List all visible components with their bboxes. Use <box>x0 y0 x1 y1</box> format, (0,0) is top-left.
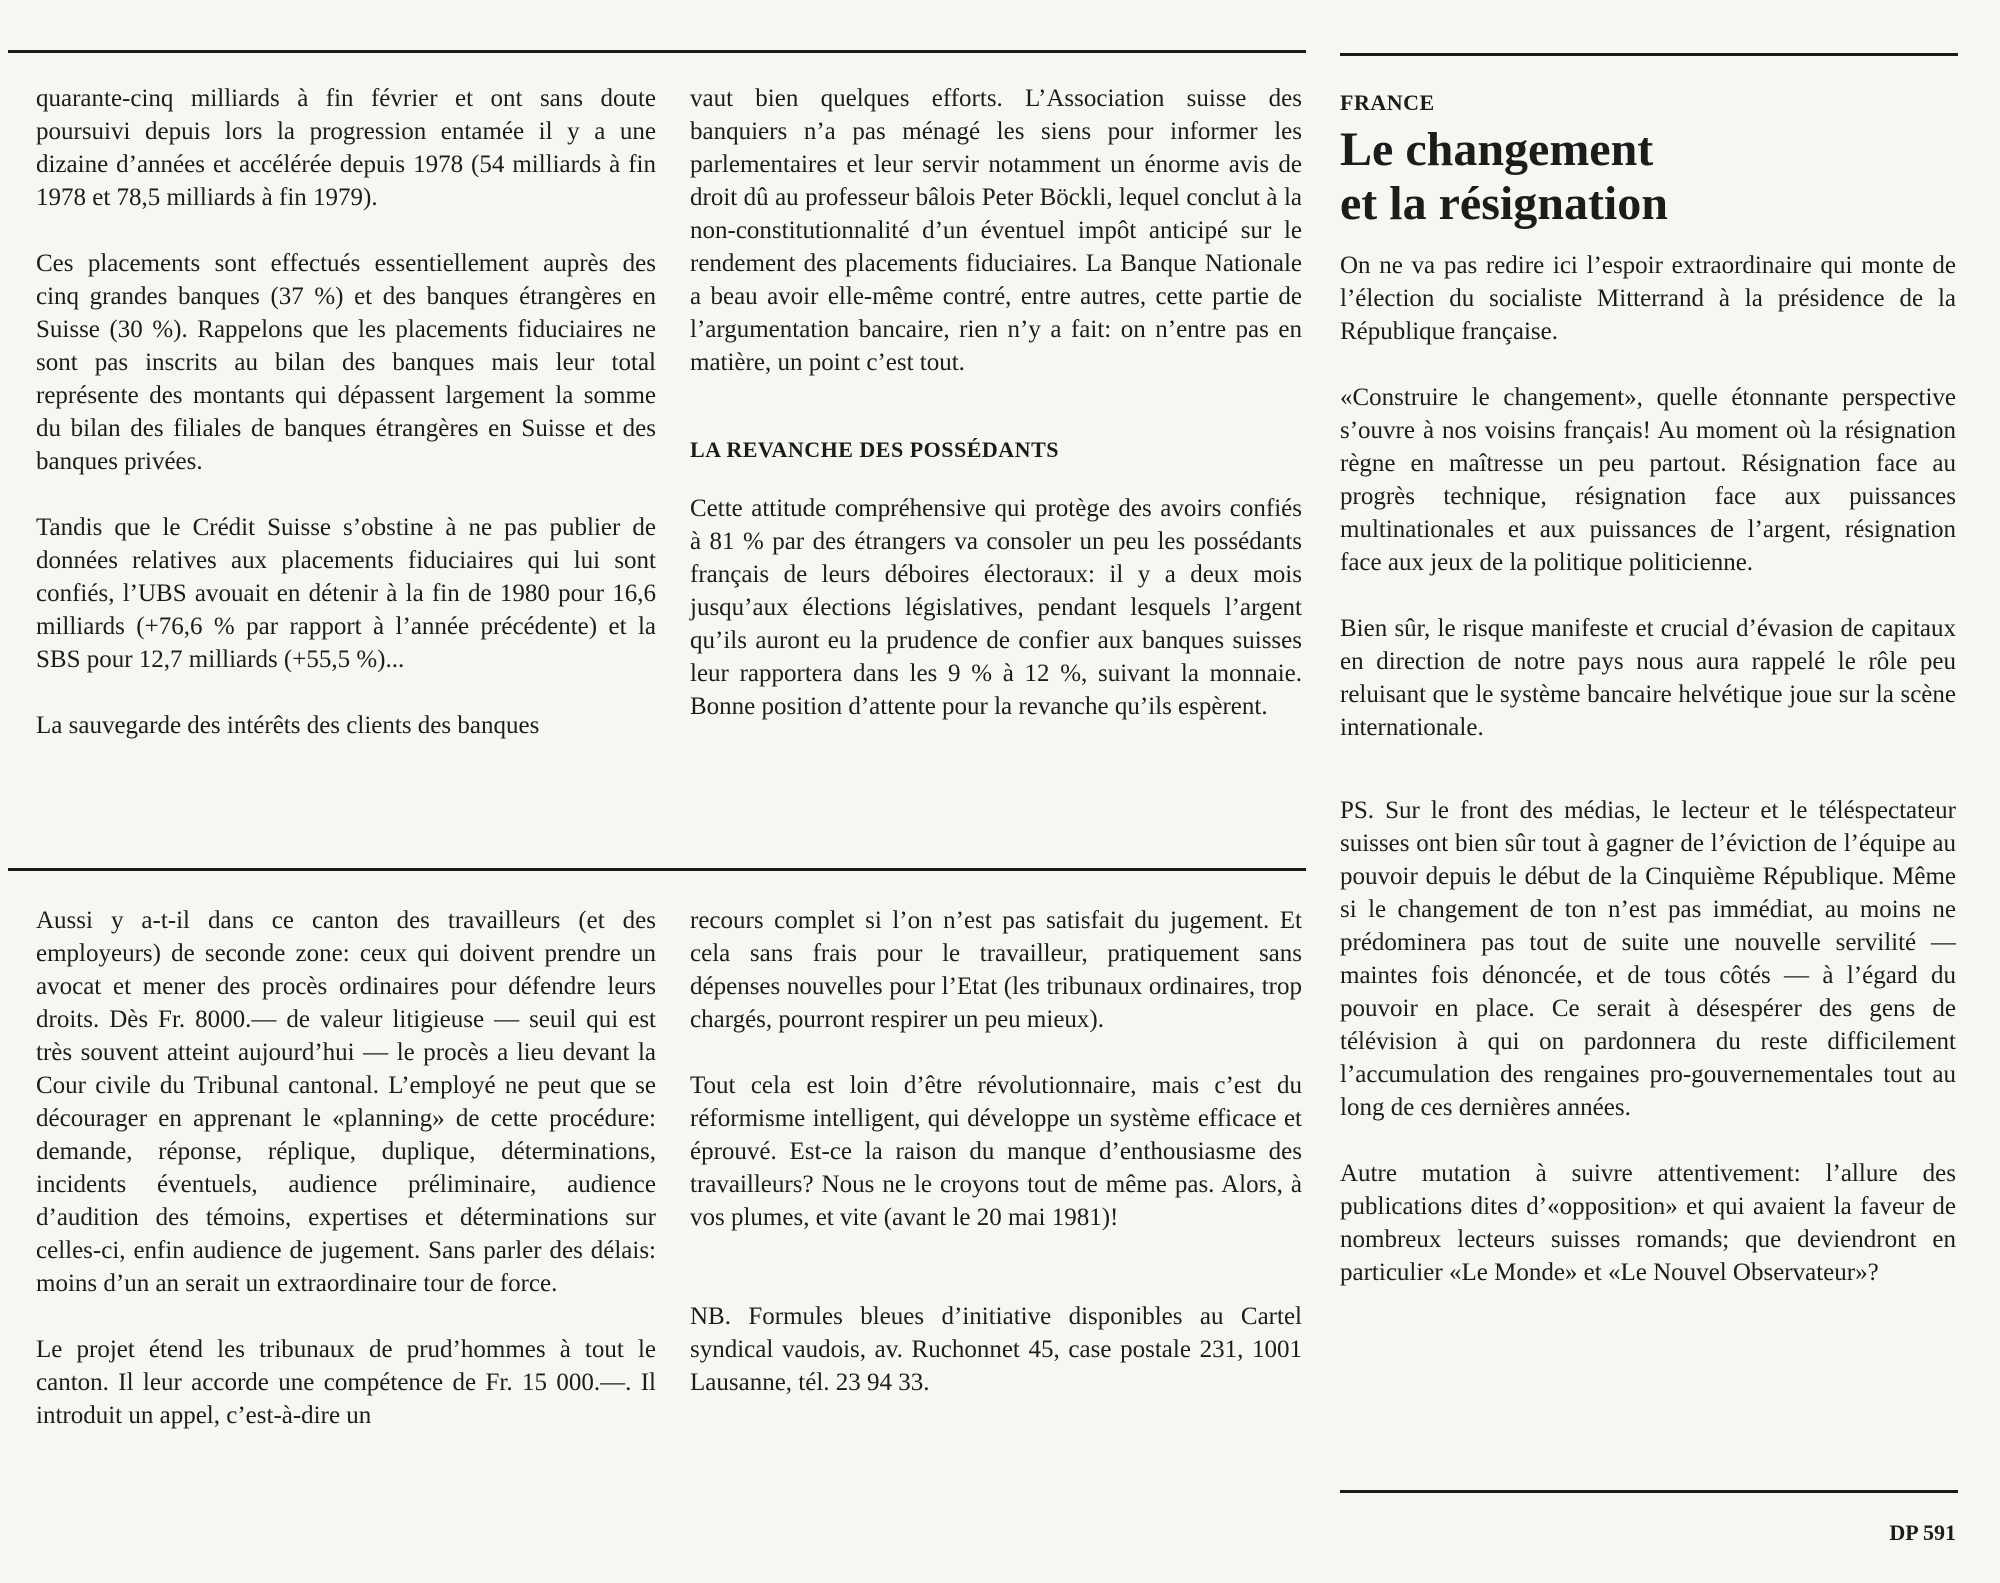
top-article-column-2 <box>690 82 1302 723</box>
france-article <box>1340 86 1956 1289</box>
paragraph: recours complet si l’on n’est pas satisfait du jugement. Et cela sans frais pour le travailleur, pratiquement sans dépenses nouvelles pour l’Etat (les tribunaux ordinaires, trop chargés, pourront respirer un peu mieux). <box>690 907 1302 1033</box>
paragraph: On ne va pas redire ici l’espoir extraordinaire qui monte de l’élection du socialiste Mitterrand à la présidence de la République française. <box>1340 252 1956 345</box>
postscript: PS. Sur le front des médias, le lecteur et le téléspectateur suisses ont bien sûr tout à gagner de l’éviction de l’équipe au pouvoir depuis le début de la Cinquième République. Même si le changement de ton n’est pas immédiat, au moins ne prédominera pas tout de suite une nouvelle servilité — maintes fois dénoncée, et de tous côtés — à l’égard du pouvoir en place. Ce serait à désespérer des gens de télévision à qui on pardonnera du reste difficilement l’accumulation des rengaines pro-gouvernementales tout au long de ces dernières années. <box>1340 797 1956 1121</box>
top-article-column-1 <box>36 82 656 742</box>
bottom-article-column-1 <box>36 904 656 1432</box>
paragraph: Cette attitude compréhensive qui protège des avoirs confiés à 81 % par des étrangers va consoler un peu les possédants français de leurs déboires électoraux: il y a deux mois jusqu’aux élections législatives, pendant lesquels l’argent qu’ils auront eu la prudence de confier aux banques suisses leur rapportera dans les 9 % à 12 %, suivant la monnaie. Bonne position d’attente pour la revanche qu’ils espèrent. <box>690 495 1302 720</box>
section-subhead: LA REVANCHE DES POSSÉDANTS <box>690 437 1059 462</box>
paragraph: Autre mutation à suivre attentivement: l’allure des publications dites d’«opposition» et qui avaient la faveur de nombreux lecteurs suisses romands; que deviendront en particulier «Le Monde» et «Le Nouvel Observateur»? <box>1340 1160 1956 1286</box>
page-folio: DP 591 <box>1889 1520 1956 1545</box>
top-rule-right <box>1340 53 1958 56</box>
top-rule-left <box>8 50 1306 53</box>
paragraph: Ces placements sont effectués essentiellement auprès des cinq grandes banques (37 %) et des banques étrangères en Suisse (30 %). Rappelons que les placements fiduciaires ne sont pas inscrits au bilan des banques mais leur total représente des montants qui dépassent largement la somme du bilan des filiales de banques étrangères en Suisse et des banques privées. <box>36 250 656 475</box>
paragraph: Le projet étend les tribunaux de prud’hommes à tout le canton. Il leur accorde une compétence de Fr. 15 000.—. Il introduit un appel, c’est-à-dire un <box>36 1336 656 1429</box>
paragraph: Aussi y a-t-il dans ce canton des travailleurs (et des employeurs) de seconde zone: ceux qui doivent prendre un avocat et mener des procès ordinaires pour défendre leurs droits. Dès Fr. 8000.— de valeur litigieuse — seuil qui est très souvent atteint aujourd’hui — le procès a lieu devant la Cour civile du Tribunal cantonal. L’employé ne peut que se décourager en apprenant le «planning» de cette procédure: demande, réponse, réplique, duplique, déterminations, incidents éventuels, audience préliminaire, audience d’audition des témoins, expertises et déterminations sur celles-ci, enfin audience de jugement. Sans parler des délais: moins d’un an serait un extraordinaire tour de force. <box>36 907 656 1297</box>
article-headline <box>1340 123 1956 231</box>
article-rubric: FRANCE <box>1340 90 1435 115</box>
headline-line: et la résignation <box>1340 177 1668 230</box>
middle-rule-left <box>8 868 1306 871</box>
paragraph: La sauvegarde des intérêts des clients des banques <box>36 712 540 739</box>
paragraph: vaut bien quelques efforts. L’Association suisse des banquiers n’a pas ménagé les siens pour informer les parlementaires et leur servir notamment un énorme avis de droit dû au professeur bâlois Peter Böckli, lequel conclut à la non-constitutionnalité d’un éventuel impôt anticipé sur le rendement des placements fiduciaires. La Banque Nationale a beau avoir elle-même contré, entre autres, cette partie de l’argumentation bancaire, rien n’y a fait: on n’entre pas en matière, un point c’est tout. <box>690 85 1302 376</box>
paragraph: «Construire le changement», quelle étonnante perspective s’ouvre à nos voisins français! Au moment où la résignation règne en maîtresse un peu partout. Résignation face au progrès technique, résignation face aux puissances multinationales et aux puissances de l’argent, résignation face aux jeux de la politique politicienne. <box>1340 384 1956 576</box>
paragraph: Bien sûr, le risque manifeste et crucial d’évasion de capitaux en direction de notre pays nous aura rappelé le rôle peu reluisant que le système bancaire helvétique joue sur la scène internationale. <box>1340 615 1956 741</box>
bottom-article-column-2 <box>690 904 1302 1399</box>
nota-bene: NB. Formules bleues d’initiative disponibles au Cartel syndical vaudois, av. Ruchonnet 45, case postale 231, 1001 Lausanne, tél. 23 94 33. <box>690 1303 1302 1396</box>
bottom-rule-right <box>1340 1490 1958 1493</box>
paragraph: Tandis que le Crédit Suisse s’obstine à ne pas publier de données relatives aux placements fiduciaires qui lui sont confiés, l’UBS avouait en détenir à la fin de 1980 pour 16,6 milliards (+76,6 % par rapport à l’année précédente) et la SBS pour 12,7 milliards (+55,5 %)... <box>36 514 656 673</box>
paragraph: quarante-cinq milliards à fin février et ont sans doute poursuivi depuis lors la progression entamée il y a une dizaine d’années et accélérée depuis 1978 (54 milliards à fin 1978 et 78,5 milliards à fin 1979). <box>36 85 656 211</box>
headline-line: Le changement <box>1340 123 1654 176</box>
paragraph: Tout cela est loin d’être révolutionnaire, mais c’est du réformisme intelligent, qui développe un système efficace et éprouvé. Est-ce la raison du manque d’enthousiasme des travailleurs? Nous ne le croyons tout de même pas. Alors, à vos plumes, et vite (avant le 20 mai 1981)! <box>690 1072 1302 1231</box>
